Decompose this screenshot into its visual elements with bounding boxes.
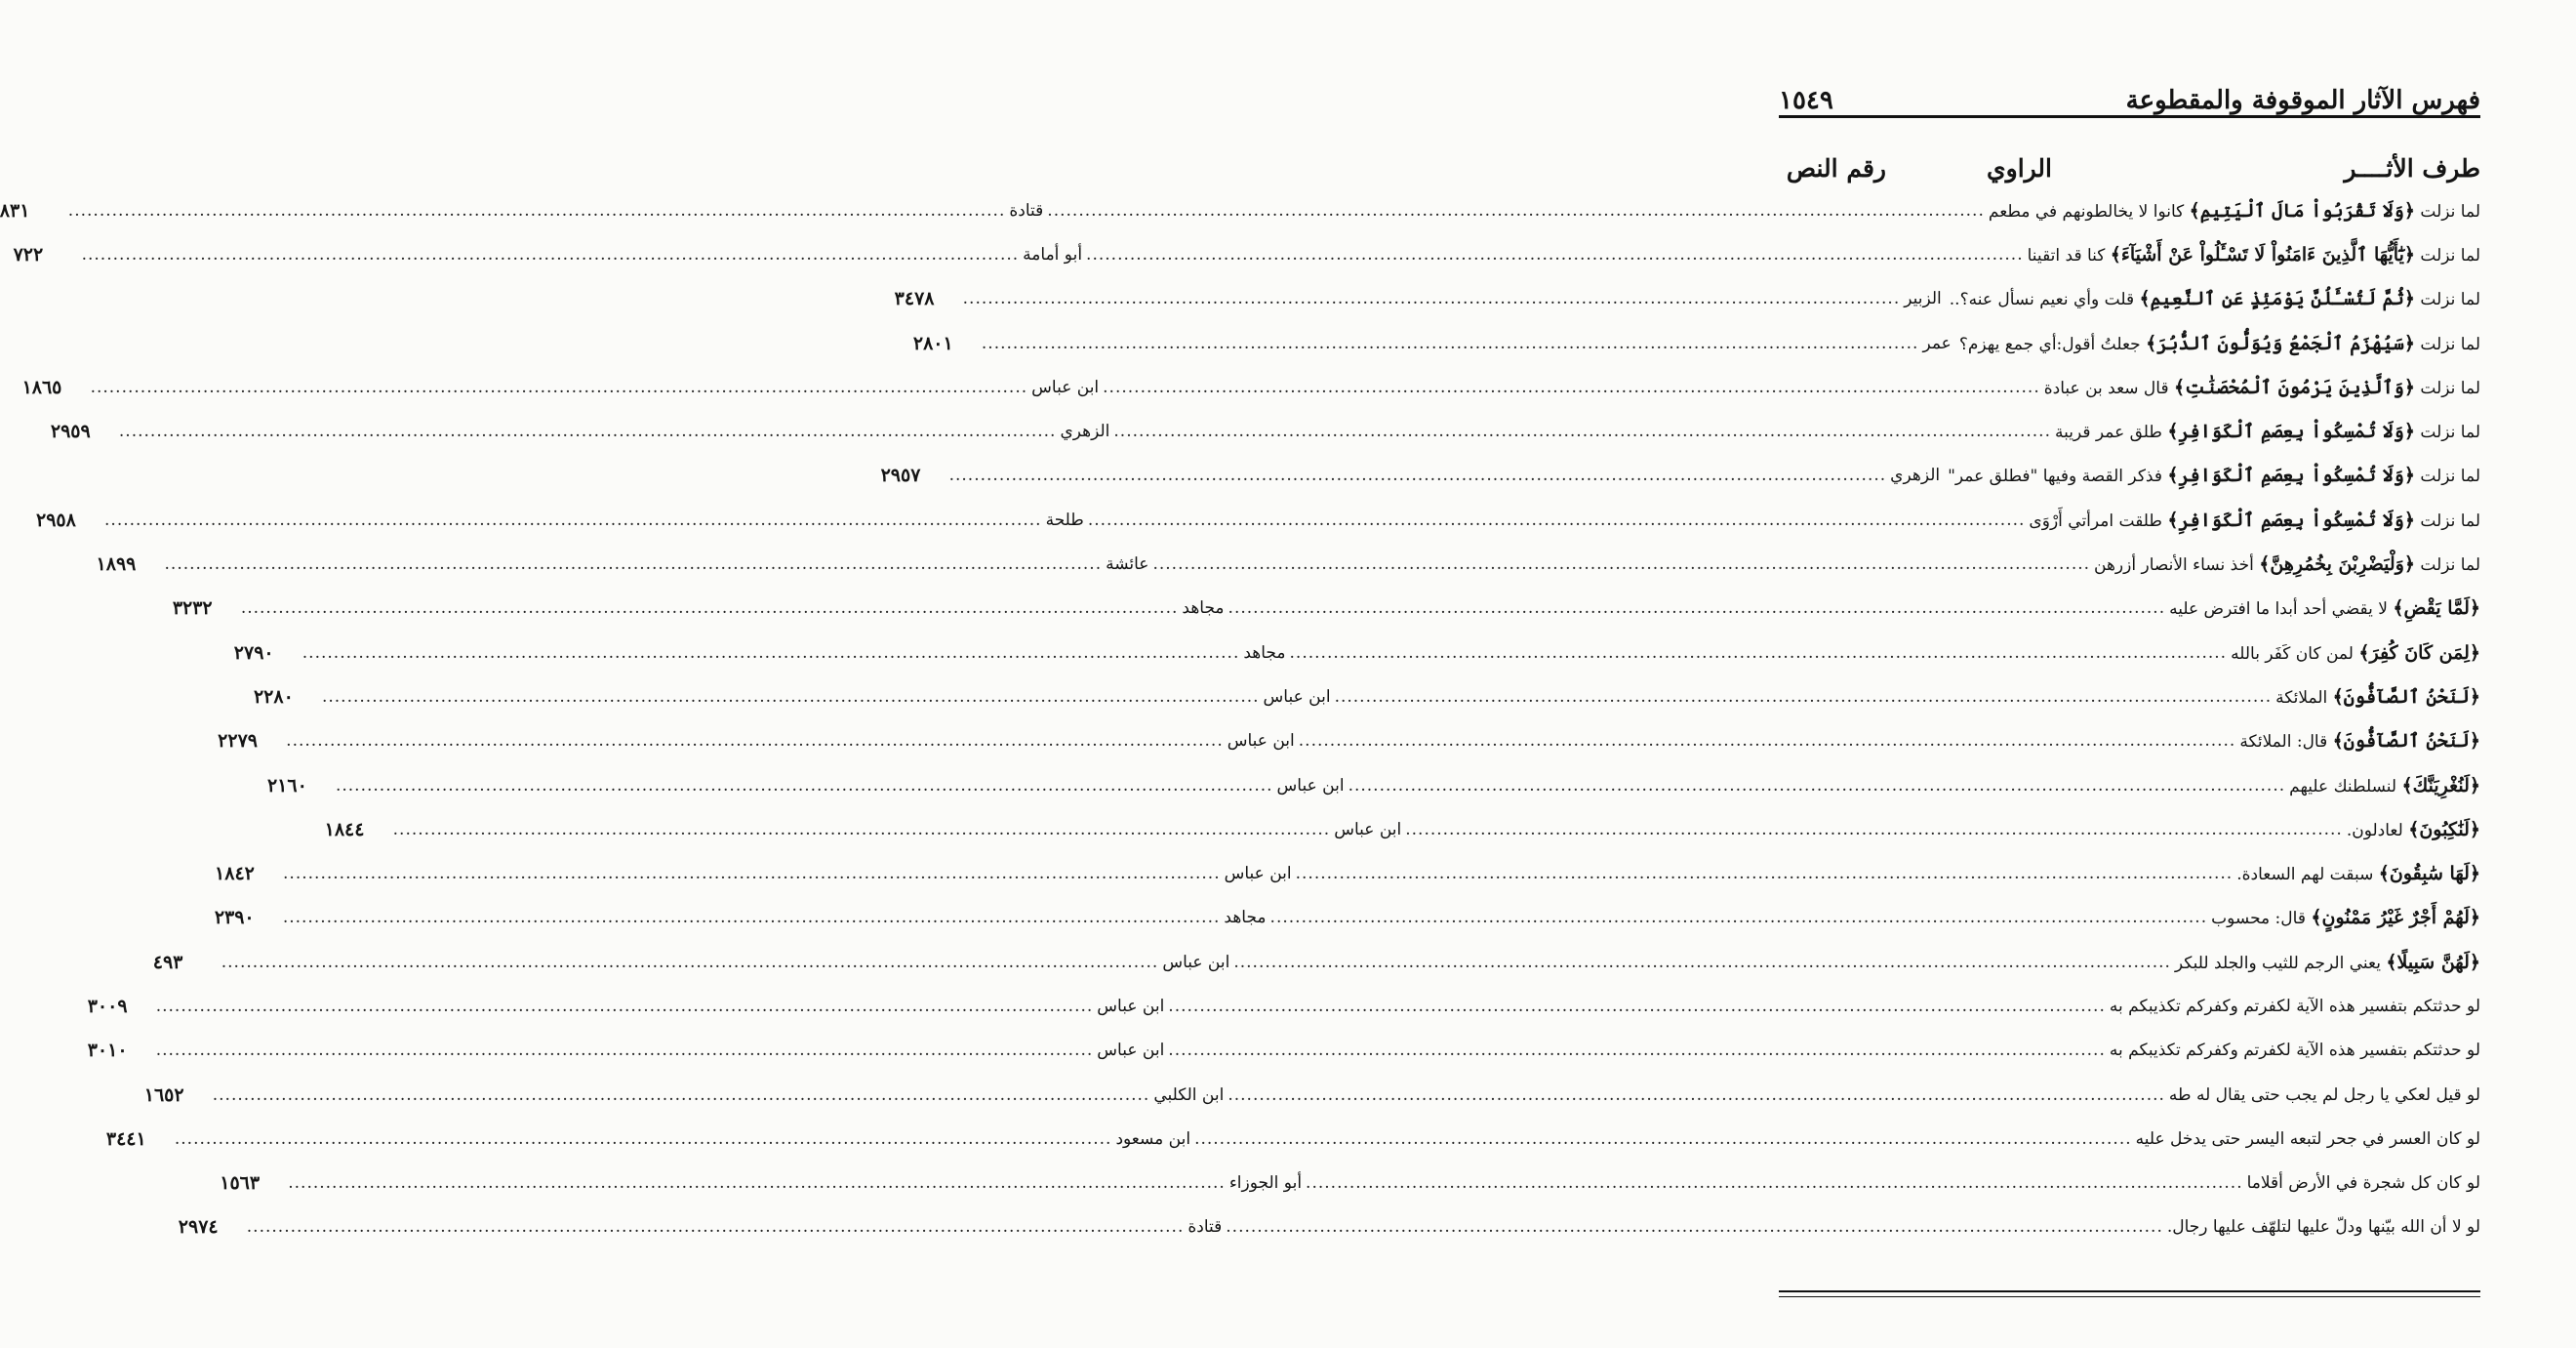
entry-trail: الملائكة (2275, 687, 2328, 708)
entry-prefix: لما نزلت (2420, 467, 2480, 487)
entry-trail: كنا قد اتقينا (2027, 245, 2106, 266)
quran-quote: ﴿سَيُهْزَمُ ٱلْجَمْعُ وَيُوَلُّونَ ٱلدُّبُرَ﴾ (2146, 332, 2416, 354)
entry-text (2167, 1217, 2480, 1237)
leader-dots (1086, 245, 2024, 265)
entry-text (1959, 333, 2480, 354)
narrator: ابن عباس (1276, 775, 1345, 796)
leader-dots (1296, 864, 2234, 883)
leader-dots (1270, 908, 2208, 927)
text-number: ٢٩٧٤ (178, 1216, 219, 1239)
index-row (87, 984, 2480, 1028)
leader-dots (1047, 201, 1985, 221)
leader-dots (1299, 731, 2236, 751)
index-row (87, 1029, 2480, 1073)
leader-dots (1103, 378, 2040, 397)
narrator: أبو الجوزاء (1228, 1173, 1303, 1194)
index-row (13, 232, 2480, 276)
page-number: ١٥٤٩ (1779, 86, 1833, 115)
index-row (253, 674, 2480, 718)
narrator: ابن عباس (1334, 819, 1402, 839)
text-number: ٢٢٧٩ (218, 730, 258, 753)
footer-rule-thin (1779, 1296, 2480, 1297)
leader-dots (165, 554, 1103, 574)
narrator: أبو أمامة (1023, 244, 1083, 265)
column-header-narrator: الراوي (1987, 153, 2052, 183)
quran-quote: ﴿وَلْيَضْرِبْنَ بِخُمُرِهِنَّ﴾ (2259, 553, 2416, 576)
entry-text (2289, 775, 2480, 797)
quran-quote: ﴿لَهُنَّ سَبِيلًا﴾ (2386, 951, 2480, 973)
index-row (50, 409, 2480, 453)
narrator: ابن عباس (1031, 377, 1100, 397)
quran-quote: ﴿وَٱلَّذِينَ يَرْمُونَ ٱلْمُحْصَنَٰتِ﴾ (2173, 376, 2416, 398)
index-row (105, 1117, 2480, 1161)
leader-dots (241, 598, 1179, 618)
text-number: ١٨٩٩ (96, 553, 137, 576)
entry-text (2175, 952, 2480, 973)
text-number: ٢٩٥٧ (880, 465, 921, 487)
column-headers (1779, 150, 2480, 185)
quran-quote: ﴿لَنَٰكِبُونَ﴾ (2408, 818, 2480, 840)
narrator: الزهري (1060, 422, 1110, 442)
text-number: ٣٢٣٢ (172, 597, 213, 620)
leader-dots (221, 953, 1159, 972)
text-number: ٢٢٨٠ (253, 685, 294, 708)
narrator: ابن عباس (1224, 864, 1292, 884)
quran-quote: ﴿لَمَّا يَقْضِ﴾ (2393, 597, 2480, 620)
quran-quote: ﴿وَلَا تُمْسِكُواْ بِعِصَمِ ٱلْكَوَافِرِ﴾ (2167, 421, 2416, 443)
entry-text (2044, 377, 2480, 398)
index-row (880, 454, 2480, 498)
leader-dots (288, 1173, 1226, 1193)
quran-quote: ﴿وَلَا تُمْسِكُواْ بِعِصَمِ ٱلْكَوَافِرِ﴾ (2167, 509, 2416, 531)
text-number: ١٨٦٥ (21, 376, 62, 398)
narrator: مجاهد (1224, 908, 1267, 928)
leader-dots (1168, 1041, 2106, 1060)
index-row (214, 896, 2480, 940)
entry-prefix: لما نزلت (2420, 378, 2480, 398)
entry-trail: قال: محسوب (2211, 909, 2306, 929)
index-row (233, 631, 2480, 674)
text-number: ٣٠١٠ (87, 1040, 128, 1062)
quran-quote: ﴿يَٰٓأَيُّهَا ٱلَّذِينَ ءَامَنُواْ لَا تَسْـَٔلُواْ عَنْ أَشْيَآءَ﴾ (2110, 243, 2416, 266)
leader-dots (1088, 511, 2026, 530)
entry-text (1948, 465, 2480, 486)
text-number: ١٨٤٢ (215, 863, 255, 885)
entry-text (1989, 200, 2480, 222)
text-number: ٣٠٠٩ (87, 995, 128, 1017)
leader-dots (286, 731, 1224, 751)
page-header (1779, 76, 2480, 115)
leader-dots (283, 908, 1221, 927)
leader-dots (68, 201, 1006, 221)
column-header-trail: طرف الأثــــر (2344, 153, 2480, 183)
leader-dots (1152, 554, 2090, 574)
text-number: ٣٤٤١ (105, 1127, 146, 1150)
index-row (96, 542, 2480, 586)
narrator: ابن الكلبي (1153, 1084, 1225, 1105)
index-row (152, 940, 2480, 984)
leader-dots (1226, 1217, 2163, 1237)
narrator: الزهري (1890, 466, 1941, 486)
leader-dots (213, 1085, 1150, 1105)
narrator: ابن عباس (1097, 1041, 1165, 1061)
leader-dots (1168, 997, 2106, 1016)
entry-prefix: لما نزلت (2420, 245, 2480, 266)
entry-trail: لو كان العسر في جحر لتبعه اليسر حتى يدخل عليه (2135, 1128, 2480, 1149)
index-entries (0, 188, 2480, 1249)
entry-trail: لو لا أن الله بيّنها ودلّ عليها لتلهّف عليها رجال. (2166, 1217, 2480, 1238)
text-number: ٢٩٥٨ (36, 509, 76, 531)
entry-text (2169, 1085, 2480, 1105)
leader-dots (1194, 1129, 2132, 1149)
entry-prefix: لما نزلت (2420, 511, 2480, 531)
entry-text (2110, 1041, 2480, 1060)
entry-trail: طلق عمر قريبة (2054, 423, 2162, 443)
entry-trail: لو حدثتكم بتفسير هذه الآية لكفرتم وكفركم تكذيبكم به (2109, 996, 2480, 1016)
index-row (172, 587, 2480, 631)
narrator: ابن عباس (1097, 996, 1165, 1016)
text-number: ١٨٤٤ (324, 818, 365, 840)
entry-text (1950, 288, 2480, 309)
leader-dots (963, 289, 1901, 308)
text-number: ١٥٦٣ (220, 1172, 261, 1195)
leader-dots (1228, 1085, 2165, 1105)
index-row (220, 1162, 2480, 1205)
leader-dots (283, 864, 1221, 883)
leader-dots (1228, 598, 2166, 618)
narrator: عائشة (1106, 554, 1149, 575)
column-header-number: رقم النص (1786, 153, 1886, 183)
narrator: الزبير (1904, 289, 1942, 309)
index-row (218, 719, 2480, 763)
entry-text (2055, 421, 2480, 442)
text-number: ٢٧٩٠ (233, 641, 274, 664)
leader-dots (322, 687, 1260, 707)
index-row (912, 321, 2480, 365)
entry-trail: جعلتُ أقول:أي جمع يهزم؟ (1958, 334, 2141, 354)
text-number: ١٦٥٢ (143, 1083, 184, 1106)
entry-prefix: لما نزلت (2420, 290, 2480, 310)
index-row (266, 763, 2480, 807)
narrator: ابن عباس (1162, 952, 1230, 972)
index-row (215, 851, 2480, 895)
text-number: ٣٤٧٨ (894, 288, 935, 310)
entry-text (2275, 686, 2480, 708)
entry-trail: قال سعد بن عبادة (2043, 378, 2169, 398)
entry-text (2247, 1173, 2480, 1193)
entry-trail: لمن كان كَفَر بالله (2231, 643, 2354, 664)
text-number: ٢١٦٠ (266, 774, 307, 797)
narrator: مجاهد (1182, 598, 1225, 619)
leader-dots (1335, 687, 2273, 707)
entry-text (2239, 730, 2480, 752)
quran-quote: ﴿لَنَحْنُ ٱلصَّآفُّونَ﴾ (2332, 685, 2480, 708)
text-number: ٢٩٥٩ (50, 421, 91, 443)
leader-dots (1405, 820, 2343, 839)
quran-quote: ﴿لَنَحْنُ ٱلصَّآفُّونَ﴾ (2332, 730, 2480, 753)
text-number: ٨٣١ (0, 199, 30, 222)
entry-trail: لعادلون. (2346, 820, 2403, 840)
narrator: قتادة (1187, 1217, 1223, 1238)
narrator: طلحة (1045, 510, 1084, 530)
leader-dots (302, 643, 1240, 663)
entry-trail: لنسلطنك عليهم (2289, 776, 2397, 797)
entry-text (2028, 244, 2480, 266)
text-number: ٢٨٠١ (912, 332, 953, 354)
leader-dots (949, 466, 1887, 485)
leader-dots (1348, 776, 2286, 796)
entry-text (2347, 819, 2480, 840)
leader-dots (393, 820, 1331, 839)
entry-text (2029, 510, 2480, 531)
quran-quote: ﴿ثُمَّ لَتُسْـَٔلُنَّ يَوْمَئِذٍ عَنِ ٱلنَّعِيمِ﴾ (2139, 288, 2416, 310)
leader-dots (1306, 1173, 2243, 1193)
entry-trail: لو قيل لعكي يا رجل لم يجب حتى يقال له طه (2168, 1084, 2480, 1105)
entry-prefix: لما نزلت (2420, 423, 2480, 443)
entry-text (2094, 553, 2480, 575)
entry-trail: كانوا لا يخالطونهم في مطعم (1988, 201, 2185, 222)
entry-trail: لو حدثتكم بتفسير هذه الآية لكفرتم وكفركم تكذيبكم به (2109, 1041, 2480, 1061)
leader-dots (175, 1129, 1112, 1149)
entry-text (2136, 1129, 2480, 1149)
leader-dots (336, 776, 1273, 796)
entry-prefix: لما نزلت (2420, 555, 2480, 576)
entry-trail: سبقت لهم السعادة. (2236, 865, 2374, 885)
entry-trail: يعني الرجم للثيب والجلد للبكر (2174, 953, 2381, 973)
entry-trail: لو كان كل شجرة في الأرض أقلاما (2246, 1173, 2480, 1194)
leader-dots (119, 422, 1057, 441)
entry-trail: طلقت امرأتي أَرْوَى (2029, 511, 2162, 531)
quran-quote: ﴿لَهَا سَٰبِقُونَ﴾ (2378, 863, 2480, 885)
narrator: ابن مسعود (1115, 1128, 1191, 1149)
entry-text (2169, 597, 2480, 619)
entry-prefix: لما نزلت (2420, 201, 2480, 222)
leader-dots (1290, 643, 2228, 663)
entry-trail: أخذ نساء الأنصار أزرهن (2094, 555, 2254, 576)
text-number: ٢٣٩٠ (214, 907, 255, 929)
leader-dots (1113, 422, 2051, 441)
narrator: مجاهد (1243, 642, 1286, 663)
entry-text (2211, 907, 2480, 928)
quran-quote: ﴿لِمَن كَانَ كُفِرَ﴾ (2358, 641, 2480, 664)
leader-dots (156, 997, 1094, 1016)
entry-trail: قال: الملائكة (2239, 732, 2328, 753)
index-row (0, 188, 2480, 232)
entry-text (2236, 863, 2480, 884)
leader-dots (156, 1041, 1094, 1060)
header-rule (1779, 115, 2480, 118)
index-row (143, 1073, 2480, 1117)
narrator: عمر (1922, 333, 1952, 353)
leader-dots (1233, 953, 2171, 972)
entry-text (2110, 997, 2480, 1016)
index-row (894, 277, 2480, 321)
text-number: ٤٩٣ (152, 951, 183, 973)
leader-dots (247, 1217, 1185, 1237)
index-row (36, 498, 2480, 542)
narrator: ابن عباس (1263, 686, 1331, 707)
entry-trail: لا يقضي أحد أبدا ما افترض عليه (2169, 599, 2388, 620)
quran-quote: ﴿لَهُمْ أَجْرٌ غَيْرُ مَمْنُونٍ﴾ (2311, 907, 2480, 929)
index-row (178, 1205, 2480, 1249)
leader-dots (82, 245, 1020, 265)
narrator: ابن عباس (1227, 731, 1295, 752)
leader-dots (982, 334, 1919, 353)
leader-dots (104, 511, 1042, 530)
quran-quote: ﴿وَلَا تَقْرَبُواْ مَالَ ٱلْيَتِيمِ﴾ (2189, 199, 2416, 222)
entry-trail: فذكر القصة وفيها "فطلق عمر" (1948, 467, 2162, 487)
quran-quote: ﴿وَلَا تُمْسِكُواْ بِعِصَمِ ٱلْكَوَافِرِ﴾ (2167, 465, 2416, 487)
index-row (21, 365, 2480, 409)
index-row (324, 807, 2480, 851)
quran-quote: ﴿لَنُغْرِيَنَّكَ﴾ (2401, 774, 2480, 797)
text-number: ٧٢٢ (13, 243, 44, 266)
page-title: فهرس الآثار الموقوفة والمقطوعة (2125, 86, 2480, 115)
entry-text (2231, 642, 2480, 664)
entry-trail: قلت وأي نعيم نسأل عنه؟.. (1949, 290, 2135, 310)
footer-rule (1779, 1290, 2480, 1292)
entry-prefix: لما نزلت (2420, 334, 2480, 354)
leader-dots (91, 378, 1028, 397)
narrator: قتادة (1009, 200, 1044, 221)
